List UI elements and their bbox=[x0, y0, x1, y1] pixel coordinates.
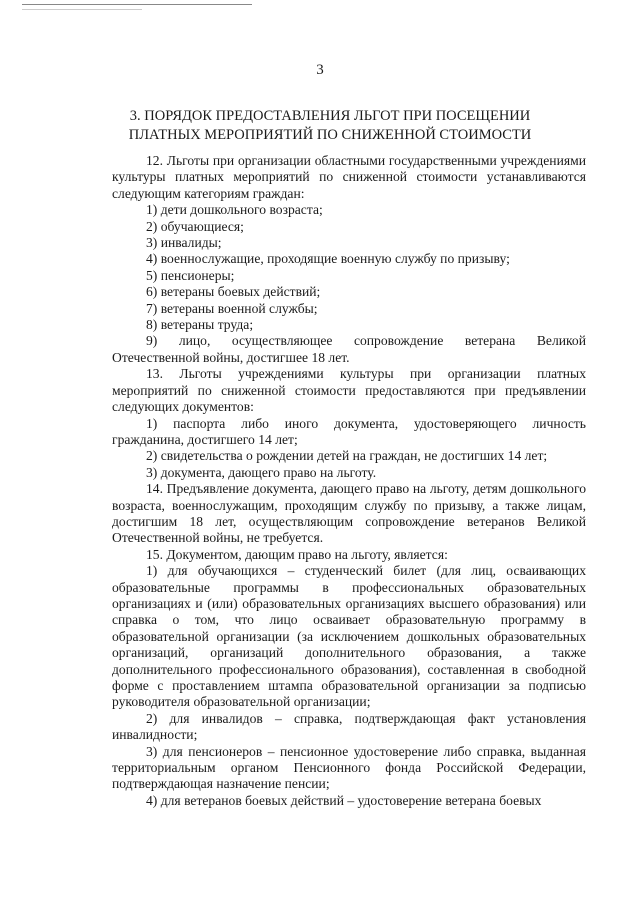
paragraph-14: 14. Предъявление документа, дающего право на льготу, детям дошкольного возраста, военнослужащим, проходящим службу по призыву, а также лицам, достигшим 18 лет, осуществляющим сопровождение ветеранов Великой Отечественной войны, не требуется. bbox=[112, 481, 586, 546]
document-type-item: 3) для пенсионеров – пенсионное удостоверение либо справка, выданная территориальным органом Пенсионного фонда Российской Федерации, подтверждающая назначение пенсии; bbox=[112, 743, 586, 792]
scan-artifact-line bbox=[22, 4, 252, 7]
category-item: 6) ветераны боевых действий; bbox=[146, 284, 321, 300]
section-title-line: ПЛАТНЫХ МЕРОПРИЯТИЙ ПО СНИЖЕННОЙ СТОИМОСТИ bbox=[128, 127, 532, 143]
category-item: 5) пенсионеры; bbox=[146, 267, 235, 283]
page-number: 3 bbox=[316, 62, 324, 78]
category-item: 2) обучающиеся; bbox=[146, 218, 244, 234]
category-item: 8) ветераны труда; bbox=[146, 317, 254, 333]
document-type-item: 1) для обучающихся – студенческий билет (для лиц, осваивающих образовательные программы в профессиональных образовательных организациях и (или) образовательных организациях высшего образования) или справка о том, что лицо осваивает образовательную программу в образовательной организации (за исключением дошкольных образовательных организаций, организаций дополнительного образования, а также дополнительного профессионального образования), составленная в свободной форме с проставлением штампа образовательной организации за подписью руководителя образовательной организации; bbox=[112, 563, 586, 710]
document-type-item: 4) для ветеранов боевых действий – удостоверение ветерана боевых bbox=[146, 792, 542, 808]
paragraph-15: 15. Документом, дающим право на льготу, является: bbox=[146, 546, 448, 562]
paragraph-12: 12. Льготы при организации областными государственными учреждениями культуры платных мероприятий по сниженной стоимости устанавливаются следующим категориям граждан: bbox=[112, 153, 586, 201]
document-item: 2) свидетельства о рождении детей на граждан, не достигших 14 лет; bbox=[146, 448, 548, 464]
section-title bbox=[110, 107, 550, 145]
paragraph-13: 13. Льготы учреждениями культуры при организации платных мероприятий по сниженной стоимости предоставляются при предъявлении следующих документов: bbox=[112, 366, 586, 415]
category-item: 4) военнослужащие, проходящие военную службу по призыву; bbox=[146, 251, 510, 267]
document-item: 3) документа, дающего право на льготу. bbox=[146, 464, 377, 480]
section-title-line: 3. ПОРЯДОК ПРЕДОСТАВЛЕНИЯ ЛЬГОТ ПРИ ПОСЕЩЕНИИ bbox=[129, 108, 531, 124]
category-item: 3) инвалиды; bbox=[146, 235, 222, 251]
document-body bbox=[112, 153, 586, 809]
document-item: 1) паспорта либо иного документа, удостоверяющего личность гражданина, достигшего 14 лет; bbox=[112, 415, 586, 447]
category-item: 7) ветераны военной службы; bbox=[146, 300, 318, 316]
document-type-item: 2) для инвалидов – справка, подтверждающая факт установления инвалидности; bbox=[112, 710, 586, 743]
category-item: 1) дети дошкольного возраста; bbox=[146, 202, 323, 218]
category-item: 9) лицо, осуществляющее сопровождение ветерана Великой Отечественной войны, достигшее 18 лет. bbox=[112, 333, 586, 365]
scan-artifact-line bbox=[22, 9, 142, 10]
